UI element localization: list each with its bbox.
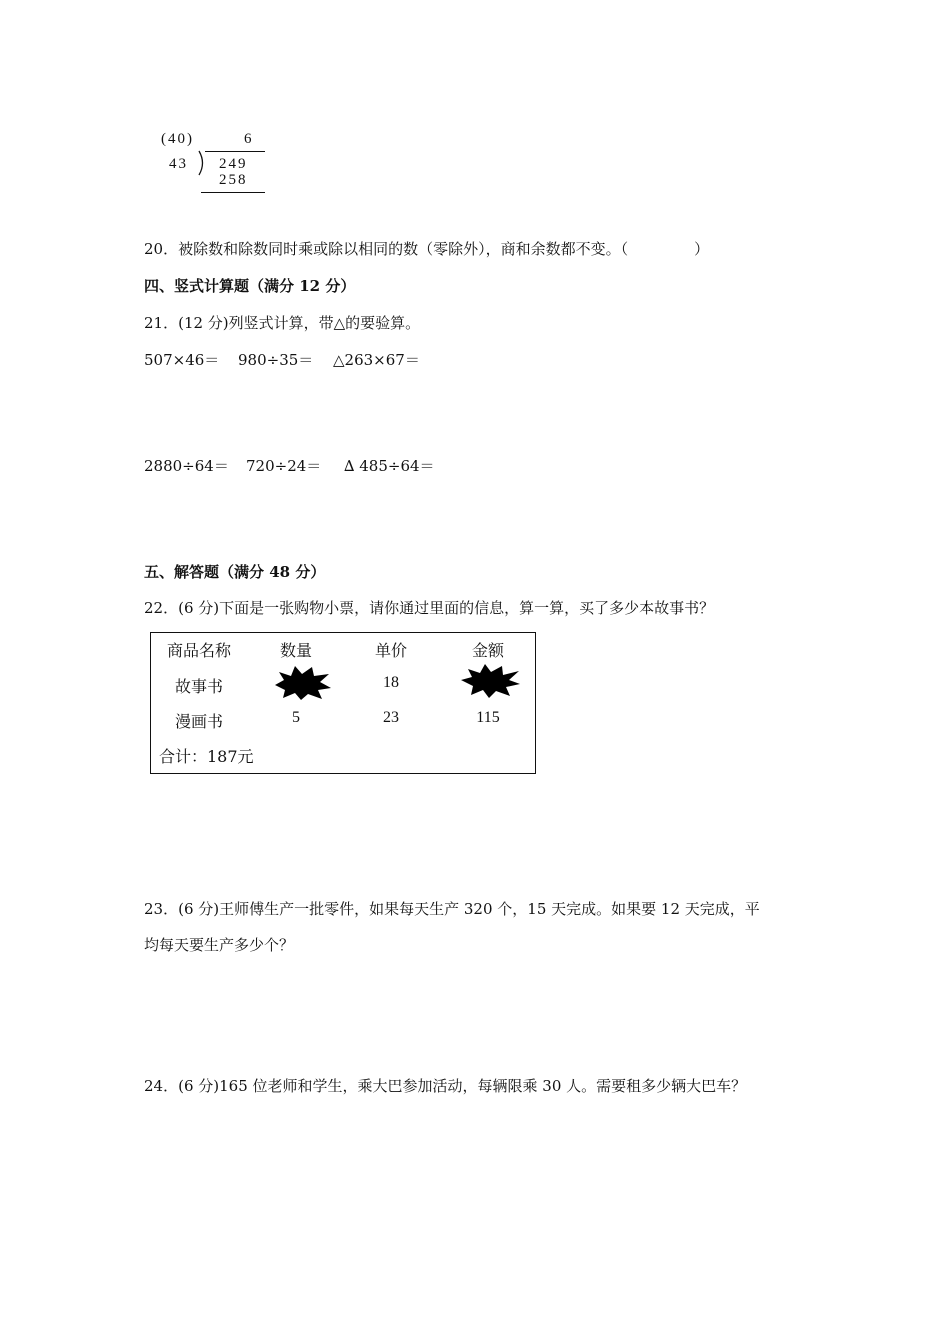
question-23-line-1: 23．(6 分)王师傅生产一批零件，如果每天生产 320 个，15 天完成。如果要 12 天完成，平	[144, 900, 760, 918]
receipt-header: 商品名称	[166, 641, 231, 660]
receipt-item-name: 故事书	[174, 677, 223, 696]
receipt-unit-price: 23	[383, 709, 399, 726]
subtraction-line	[201, 192, 265, 193]
receipt-header: 金额	[471, 641, 504, 660]
calc-item: 720÷24＝	[246, 457, 322, 475]
section-5-title: 五、解答题（满分 48 分）	[144, 563, 326, 581]
ink-blot-icon	[459, 663, 521, 699]
section-4-title: 四、竖式计算题（满分 12 分）	[144, 277, 356, 295]
receipt-amount: 115	[476, 709, 500, 726]
shopping-receipt	[150, 632, 536, 774]
question-22: 22．(6 分)下面是一张购物小票，请你通过里面的信息，算一算，买了多少本故事书？	[144, 599, 715, 617]
dividend: 249	[219, 156, 248, 172]
calc-item: 507×46＝	[144, 351, 220, 369]
calc-item: △263×67＝	[333, 351, 420, 369]
receipt-total: 合计：187元	[159, 747, 254, 766]
question-23-line-2: 均每天要生产多少个？	[144, 936, 295, 954]
receipt-item-name: 漫画书	[174, 712, 223, 731]
receipt-unit-price: 18	[383, 674, 399, 691]
question-20: 20．被除数和除数同时乘或除以相同的数（零除外），商和余数都不变。（ ）	[144, 240, 710, 258]
calc-item: 980÷35＝	[238, 351, 314, 369]
long-division-figure	[155, 128, 275, 200]
receipt-quantity: 5	[292, 709, 300, 726]
division-bracket	[197, 150, 207, 176]
receipt-header: 数量	[279, 641, 312, 660]
quotient-estimate: (40)	[161, 131, 194, 147]
ink-blot-icon	[272, 665, 332, 701]
product: 258	[219, 172, 248, 188]
calc-item: ∆ 485÷64＝	[344, 457, 435, 475]
question-24: 24．(6 分)165 位老师和学生，乘大巴参加活动，每辆限乘 30 人。需要租多少辆大巴车？	[144, 1077, 747, 1095]
quotient: 6	[244, 131, 254, 147]
calc-item: 2880÷64＝	[144, 457, 229, 475]
receipt-header: 单价	[374, 641, 407, 660]
divisor: 43	[169, 156, 188, 172]
question-21: 21．(12 分)列竖式计算，带△的要验算。	[144, 314, 421, 332]
division-bar	[205, 151, 265, 152]
